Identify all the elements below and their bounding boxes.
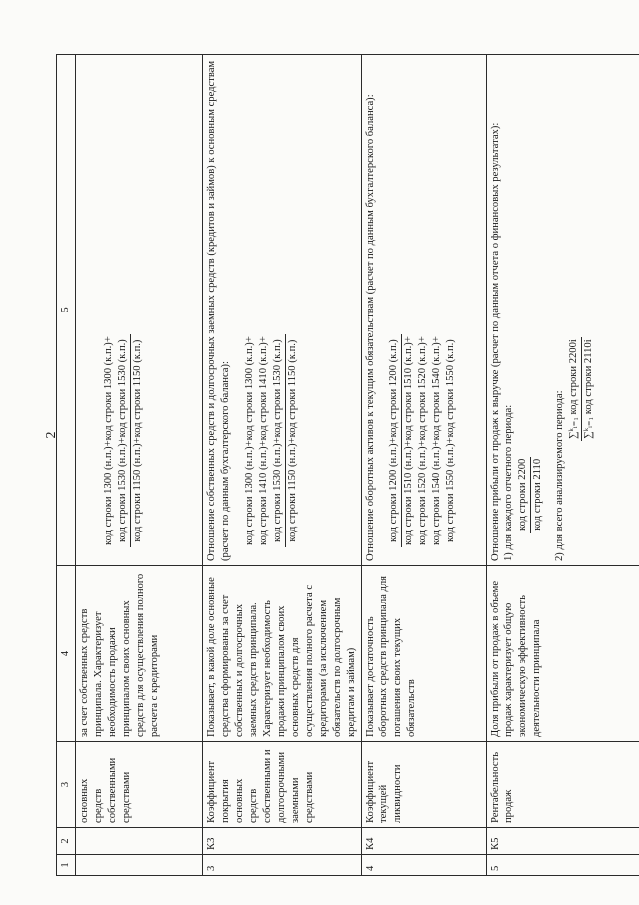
denominator-line: ∑ᵏᵢ₌₁ код строки 2110i (583, 339, 595, 439)
row-code: К3 (202, 828, 361, 855)
indicator-description: за счет собственных средств принципала. Характеризует необходимость продажи принципалом своих основных средств для осуществления полного расчета с кредиторами (75, 566, 202, 742)
table-row (75, 55, 202, 876)
calculation-intro: Отношение прибыли от продаж к выручке (расчет по данным отчета о финансовых результатах): (489, 122, 501, 561)
denominator-line: код строки 2110 (532, 458, 544, 531)
indicator-name: Рентабельность продаж (486, 742, 639, 828)
calculation-method (486, 55, 639, 566)
header-col-2: 2 (57, 828, 76, 855)
calculation-item: 1) для каждого отчетного периода: (503, 404, 515, 561)
numerator-line: код строки 1530 (н.п.)+код строки 1530 (к.п.) (116, 339, 128, 543)
calculation-intro: Отношение собственных средств и долгосрочных заемных средств (кредитов и займов) к основным средствам (расчет по данным бухгалтерского баланса): (205, 60, 231, 561)
row-number (75, 855, 202, 876)
table-row (202, 55, 361, 876)
denominator-line: код строки 1550 (н.п.)+код строки 1550 (к.п.) (445, 339, 457, 543)
denominator-line: код строки 1150 (н.п.)+код строки 1150 (к.п.) (286, 339, 298, 542)
formula-fraction (102, 334, 145, 547)
formula-fraction (516, 457, 545, 533)
indicator-name: Коэффициент текущей ликвидности (361, 742, 486, 828)
table-row (361, 55, 486, 876)
row-number: 4 (361, 855, 486, 876)
row-number: 5 (486, 855, 639, 876)
numerator-line: код строки 1530 (н.п.)+код строки 1530 (к.п.) (271, 339, 283, 543)
denominator-line: код строки 1150 (н.п.)+код строки 1150 (к.п.) (131, 339, 143, 542)
calculation-method (202, 55, 361, 566)
page-number: 2 (44, 431, 59, 439)
row-code (75, 828, 202, 855)
numerator-line: код строки 1200 (н.п.)+код строки 1200 (к.п.) (387, 334, 402, 547)
numerator-line: код строки 2200 (516, 457, 531, 533)
formula-fraction (567, 337, 596, 441)
row-code: К5 (486, 828, 639, 855)
coefficients-table (56, 54, 639, 876)
formula-fraction (387, 334, 458, 547)
calculation-method (361, 55, 486, 566)
calculation-method (75, 55, 202, 566)
header-col-3: 3 (57, 742, 76, 828)
row-number: 3 (202, 855, 361, 876)
indicator-description: Показывает достаточность оборотных средств принципала для погашения своих текущих обязательств (361, 566, 486, 742)
header-col-1: 1 (57, 855, 76, 876)
rotated-page-content (56, 54, 595, 876)
calculation-intro: Отношение оборотных активов к текущим обязательствам (расчет по данным бухгалтерского баланса): (364, 94, 376, 561)
row-code: К4 (361, 828, 486, 855)
numerator-line: код строки 1300 (н.п.)+код строки 1300 (к.п.)+ (102, 336, 114, 545)
numerator-line: код строки 1300 (н.п.)+код строки 1300 (к.п.)+ (243, 336, 255, 545)
denominator-line: код строки 1540 (н.п.)+код строки 1540 (к.п.)+ (431, 336, 443, 545)
indicator-name: основных средств собственными средствами (75, 742, 202, 828)
denominator-line: код строки 1520 (н.п.)+код строки 1520 (к.п.)+ (417, 336, 429, 545)
numerator-line: код строки 1410 (н.п.)+код строки 1410 (к.п.)+ (257, 336, 269, 545)
table-row (486, 55, 639, 876)
header-row (57, 55, 76, 876)
header-col-4: 4 (57, 566, 76, 742)
numerator-line: ∑ᵏᵢ₌₁ код строки 2200i (567, 337, 582, 441)
formula-fraction (243, 334, 300, 547)
indicator-description: Показывает, в какой доле основные средства сформированы за счет собственных и долгосрочных заемных средств принципала. Характеризует необходимость продажи принципалом своих основных средств для осуществления полного расчета с кредиторами (за исключением обязательств по долгосрочным кредитам и займам) (202, 566, 361, 742)
calculation-item: 2) для всего анализируемого периода: (554, 390, 566, 561)
indicator-name: Коэффициент покрытия основных средств собственными и долгосрочными заемными средствами (202, 742, 361, 828)
header-col-5: 5 (57, 55, 76, 566)
denominator-line: код строки 1510 (н.п.)+код строки 1510 (к.п.)+ (403, 336, 415, 545)
indicator-description: Доля прибыли от продаж в объеме продаж характеризует общую экономическую эффективность деятельности принципала (486, 566, 639, 742)
